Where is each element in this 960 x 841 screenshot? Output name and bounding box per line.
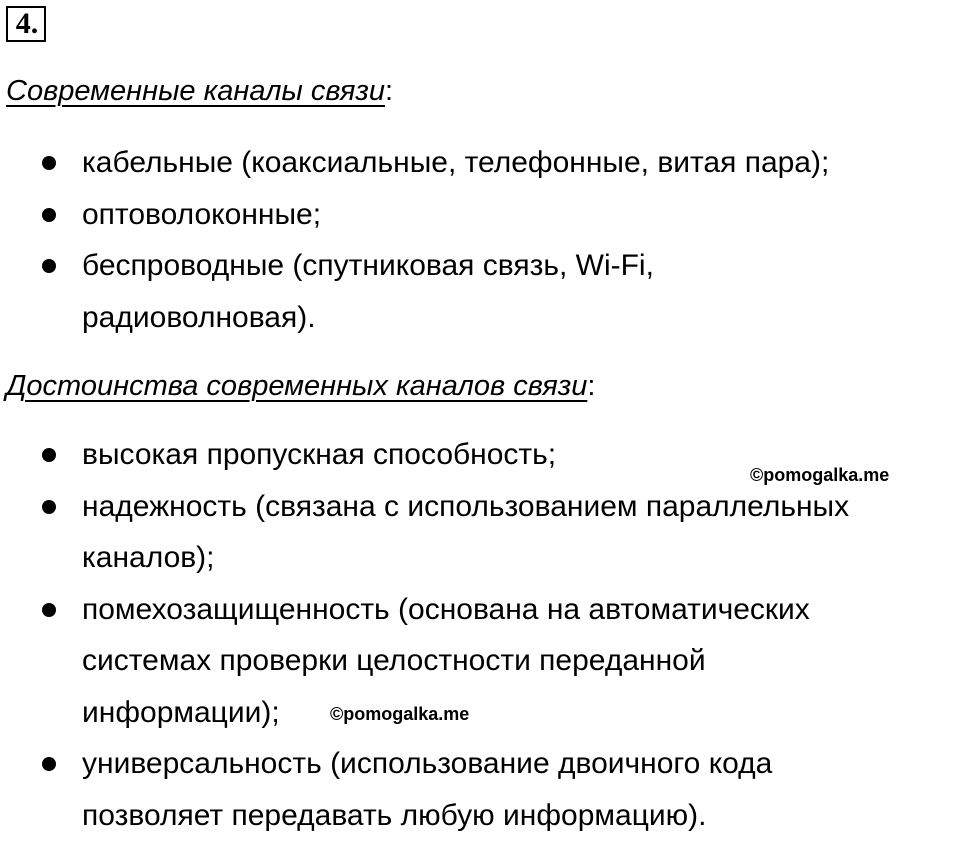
bullet-icon — [42, 448, 56, 462]
task-number: 4. — [6, 6, 46, 42]
list-item — [0, 137, 960, 189]
section-title: Достоинства современных каналов связи — [6, 370, 588, 402]
section-title: Современные каналы связи — [6, 75, 386, 107]
bullet-icon — [42, 603, 56, 617]
heading-colon: : — [587, 370, 596, 402]
bullet-icon — [42, 500, 56, 514]
list-item-text: кабельные (коаксиальные, телефонные, витая пара); — [82, 146, 830, 179]
list-item-text: помехозащищенность (основана на автоматических — [82, 592, 810, 626]
list-item-text: универсальность (использование двоичного кода — [82, 747, 773, 780]
watermark: ©pomogalka.me — [330, 704, 470, 724]
bullet-icon — [42, 156, 56, 170]
list-item-text: высокая пропускная способность; — [82, 438, 557, 471]
list-item-text: беспроводные (спутниковая связь, Wi-Fi, — [82, 249, 654, 282]
list-item-text: системах проверки целостности переданной — [82, 644, 706, 677]
list-item — [0, 189, 960, 241]
list-item-text: позволяет передавать любую информацию). — [82, 798, 707, 832]
section-heading-channels — [6, 73, 393, 109]
bullet-icon — [42, 757, 56, 771]
bullet-icon — [42, 259, 56, 273]
advantages-list — [0, 429, 960, 841]
list-item — [0, 481, 960, 584]
list-item-text: каналов); — [82, 541, 215, 574]
section-heading-advantages — [6, 368, 595, 404]
list-item-text: информации); — [82, 695, 280, 729]
list-item — [0, 584, 960, 739]
list-item-text: радиоволновая). — [82, 300, 316, 334]
channels-list — [0, 137, 960, 343]
list-item-text: надежность (связана с использованием параллельных — [82, 489, 850, 523]
watermark: ©pomogalka.me — [750, 465, 890, 485]
list-item — [0, 240, 960, 343]
list-item-text: оптоволоконные; — [82, 197, 322, 231]
heading-colon: : — [385, 75, 394, 107]
bullet-icon — [42, 208, 56, 222]
list-item — [0, 738, 960, 841]
